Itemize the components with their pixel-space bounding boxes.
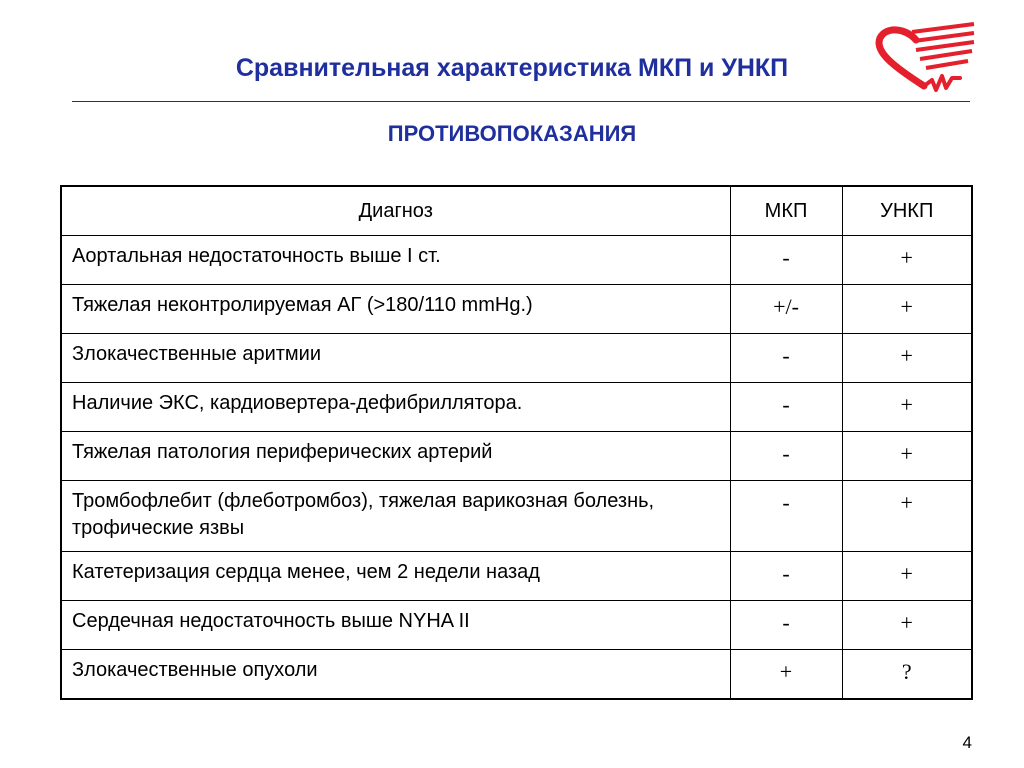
mkp-cell: - bbox=[730, 481, 842, 552]
mkp-cell: +/- bbox=[730, 285, 842, 334]
diagnosis-cell: Злокачественные опухоли bbox=[61, 650, 730, 699]
contraindications-table bbox=[60, 185, 973, 700]
diagnosis-cell: Тяжелая патология периферических артерий bbox=[61, 432, 730, 481]
heart-cardiogram-logo-icon bbox=[868, 18, 986, 98]
unkp-cell: + bbox=[842, 383, 972, 432]
mkp-cell: - bbox=[730, 383, 842, 432]
mkp-cell: + bbox=[730, 650, 842, 699]
mkp-cell: - bbox=[730, 236, 842, 285]
page-number: 4 bbox=[962, 733, 972, 752]
unkp-cell: + bbox=[842, 601, 972, 650]
header-mkp: МКП bbox=[730, 186, 842, 236]
header-unkp: УНКП bbox=[842, 186, 972, 236]
table-row bbox=[61, 650, 972, 699]
mkp-cell: - bbox=[730, 432, 842, 481]
table-row bbox=[61, 481, 972, 552]
diagnosis-cell: Аортальная недостаточность выше I ст. bbox=[61, 236, 730, 285]
unkp-cell: + bbox=[842, 432, 972, 481]
diagnosis-cell: Сердечная недостаточность выше NYHA II bbox=[61, 601, 730, 650]
unkp-cell: + bbox=[842, 481, 972, 552]
table-row bbox=[61, 285, 972, 334]
table-row bbox=[61, 383, 972, 432]
table-row bbox=[61, 552, 972, 601]
unkp-cell: + bbox=[842, 334, 972, 383]
unkp-cell: + bbox=[842, 552, 972, 601]
mkp-cell: - bbox=[730, 552, 842, 601]
diagnosis-cell: Тяжелая неконтролируемая АГ (>180/110 mmHg.) bbox=[61, 285, 730, 334]
mkp-cell: - bbox=[730, 334, 842, 383]
table-header-row bbox=[61, 186, 972, 236]
diagnosis-cell: Катетеризация сердца менее, чем 2 недели назад bbox=[61, 552, 730, 601]
title-divider bbox=[72, 101, 970, 102]
header-diagnosis: Диагноз bbox=[61, 186, 730, 236]
slide-subtitle: ПРОТИВОПОКАЗАНИЯ bbox=[387, 121, 637, 146]
unkp-cell: + bbox=[842, 285, 972, 334]
mkp-cell: - bbox=[730, 601, 842, 650]
table-row bbox=[61, 432, 972, 481]
slide-title: Сравнительная характеристика МКП и УНКП bbox=[235, 54, 789, 82]
diagnosis-cell: Тромбофлебит (флеботромбоз), тяжелая варикозная болезнь, трофические язвы bbox=[61, 481, 730, 552]
unkp-cell: ? bbox=[842, 650, 972, 699]
unkp-cell: + bbox=[842, 236, 972, 285]
table-row bbox=[61, 601, 972, 650]
table-row bbox=[61, 236, 972, 285]
diagnosis-cell: Злокачественные аритмии bbox=[61, 334, 730, 383]
table-row bbox=[61, 334, 972, 383]
diagnosis-cell: Наличие ЭКС, кардиовертера-дефибриллятора. bbox=[61, 383, 730, 432]
